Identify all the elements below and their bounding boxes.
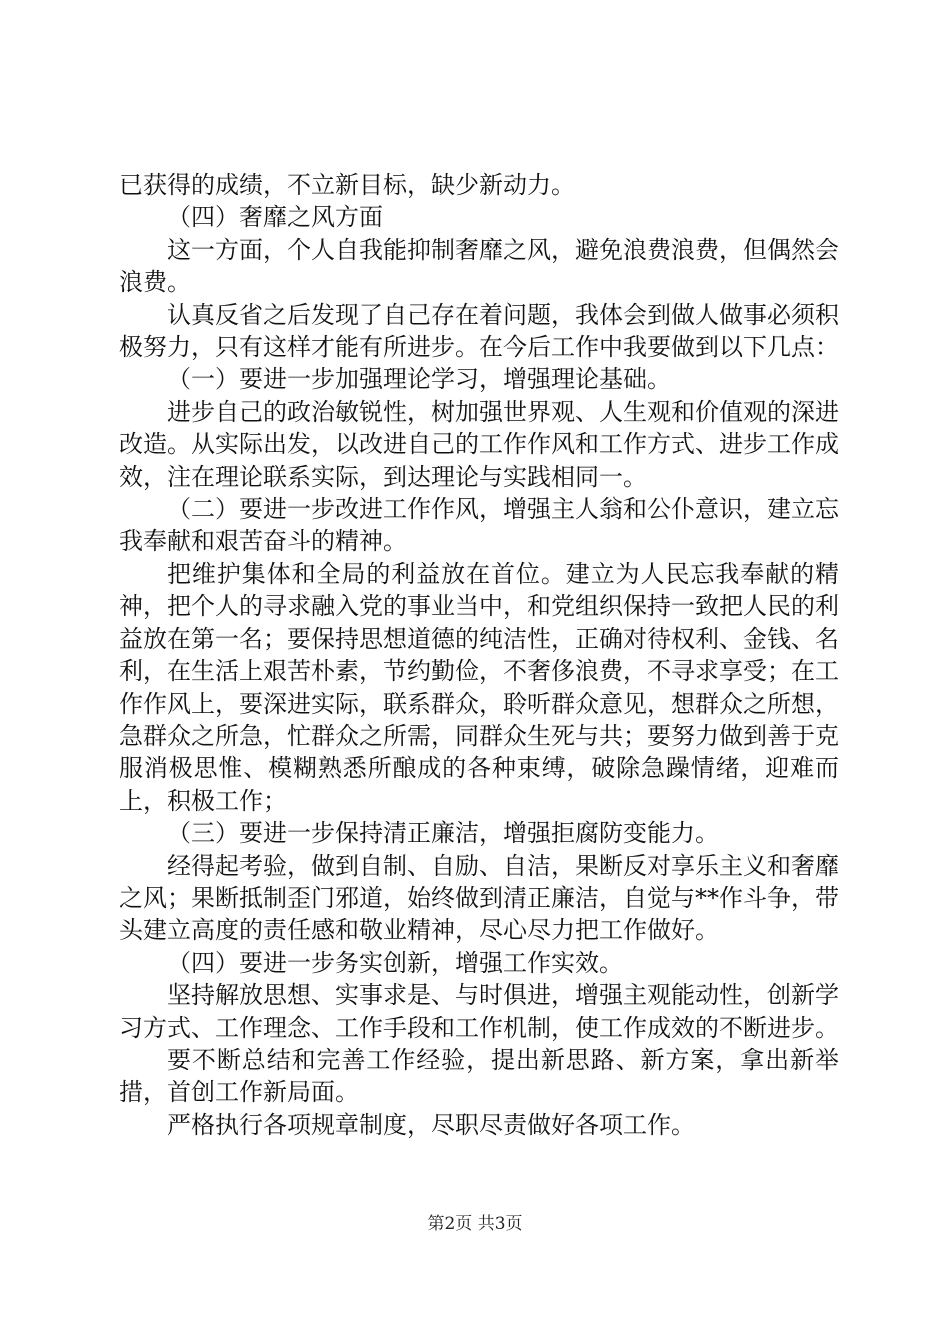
paragraph: 认真反省之后发现了自己存在着问题，我体会到做人做事必须积极努力，只有这样才能有所进步。在今后工作中我要做到以下几点： — [119, 300, 839, 362]
section-heading-three: （三）要进一步保持清正廉洁，增强拒腐防变能力。 — [167, 819, 719, 848]
paragraph: 进步自己的政治敏锐性，树加强世界观、人生观和价值观的深进改造。从实际出发，以改进自己的工作作风和工作方式、进步工作成效，注在理论联系实际，到达理论与实践相同一。 — [119, 397, 839, 491]
document-body — [119, 169, 839, 1141]
section-heading-two: （二）要进一步改进工作作风，增强主人翁和公仆意识，建立忘我奉献和艰苦奋斗的精神。 — [119, 495, 839, 556]
paragraph: 坚持解放思想、实事求是、与时俱进，增强主观能动性，创新学习方式、工作理念、工作手段和工作机制，使工作成效的不断进步。 — [119, 981, 839, 1042]
paragraph: 经得起考验，做到自制、自励、自洁，果断反对享乐主义和奢靡之风；果断抵制歪门邪道，始终做到清正廉洁，自觉与**作斗争，带头建立高度的责任感和敬业精神，尽心尽力把工作做好。 — [119, 851, 839, 945]
paragraph: 把维护集体和全局的利益放在首位。建立为人民忘我奉献的精神，把个人的寻求融入党的事业当中，和党组织保持一致把人民的利益放在第一名；要保持思想道德的纯洁性，正确对待权利、金钱、名利，在生活上艰苦朴素，节约勤俭，不奢侈浪费，不寻求享受；在工作作风上，要深进实际，联系群众，聆听群众意见，想群众之所想，急群众之所急，忙群众之所需，同群众生死与共；要努力做到善于克服消极思惟、模糊熟悉所酿成的各种束缚，破除急躁情绪，迎难而上，积极工作； — [119, 559, 839, 815]
page-number-footer: 第2页 共3页 — [427, 1214, 523, 1234]
paragraph: 严格执行各项规章制度，尽职尽责做好各项工作。 — [167, 1110, 695, 1139]
paragraph-continuation: 已获得的成绩，不立新目标，缺少新动力。 — [119, 171, 575, 199]
paragraph: 这一方面，个人自我能抑制奢靡之风，避免浪费浪费，但偶然会浪费。 — [119, 235, 839, 297]
section-heading-one: （一）要进一步加强理论学习，增强理论基础。 — [167, 365, 671, 394]
section-heading-four: （四）要进一步务实创新，增强工作实效。 — [167, 948, 623, 977]
paragraph: 要不断总结和完善工作经验，提出新思路、新方案，拿出新举措，首创工作新局面。 — [119, 1045, 839, 1107]
section-heading-four-extravagance: （四）奢靡之风方面 — [167, 203, 383, 232]
